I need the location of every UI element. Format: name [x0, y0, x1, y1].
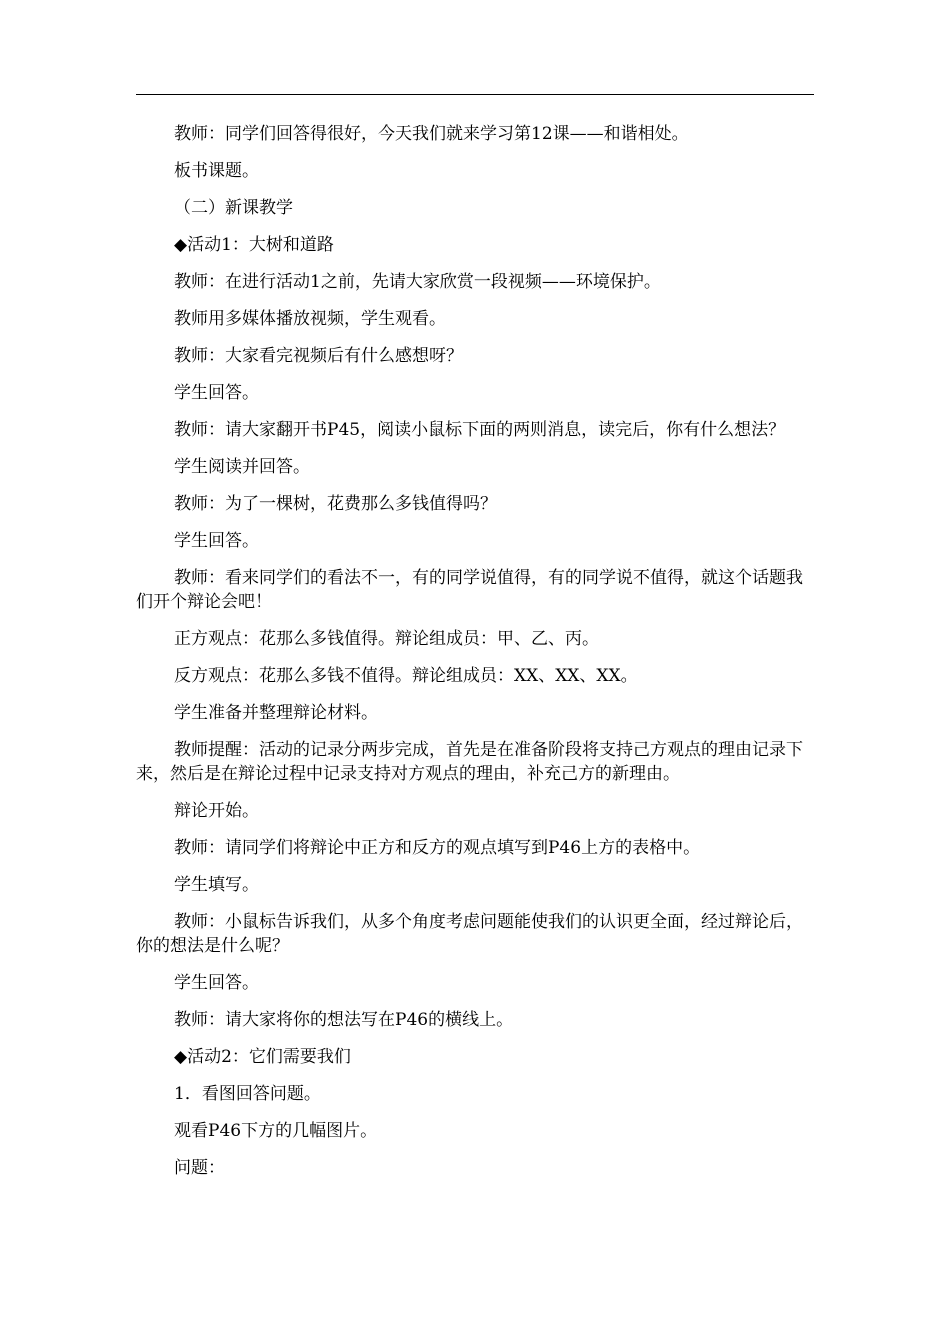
paragraph-5: 教师：在进行活动1之前，先请大家欣赏一段视频——环境保护。: [174, 272, 661, 292]
paragraph-10: 学生阅读并回答。: [174, 457, 310, 477]
paragraph-14: 正方观点：花那么多钱值得。辩论组成员：甲、乙、丙。: [174, 629, 599, 649]
paragraph-7: 教师：大家看完视频后有什么感想呀？: [174, 346, 463, 366]
activity-1-heading: ◆活动1：大树和道路: [174, 235, 334, 255]
paragraph-26: 观看P46下方的几幅图片。: [174, 1121, 378, 1141]
paragraph-17: 教师提醒：活动的记录分两步完成，首先是在准备阶段将支持己方观点的理由记录下来，然后是在辩论过程中记录支持对方观点的理由，补充己方的新理由。: [136, 740, 803, 784]
paragraph-16: 学生准备并整理辩论材料。: [174, 703, 378, 723]
paragraph-19: 教师：请同学们将辩论中正方和反方的观点填写到P46上方的表格中。: [174, 838, 701, 858]
paragraph-25: 1．看图回答问题。: [174, 1084, 321, 1104]
paragraph-13: 教师：看来同学们的看法不一，有的同学说值得，有的同学说不值得，就这个话题我们开个辩论会吧！: [136, 568, 803, 612]
paragraph-9: 教师：请大家翻开书P45，阅读小鼠标下面的两则消息，读完后，你有什么想法？: [174, 420, 786, 440]
paragraph-22: 学生回答。: [174, 973, 259, 993]
section-heading-new-lesson: （二）新课教学: [174, 198, 293, 218]
paragraph-18: 辩论开始。: [174, 801, 259, 821]
paragraph-15: 反方观点：花那么多钱不值得。辩论组成员：XX、XX、XX。: [174, 666, 638, 686]
paragraph-6: 教师用多媒体播放视频，学生观看。: [174, 309, 446, 329]
header-rule: [136, 94, 814, 95]
paragraph-2: 板书课题。: [174, 161, 259, 181]
paragraph-23: 教师：请大家将你的想法写在P46的横线上。: [174, 1010, 514, 1030]
paragraph-12: 学生回答。: [174, 531, 259, 551]
paragraph-20: 学生填写。: [174, 875, 259, 895]
paragraph-1: 教师：同学们回答得很好，今天我们就来学习第12课——和谐相处。: [174, 124, 689, 144]
paragraph-8: 学生回答。: [174, 383, 259, 403]
paragraph-11: 教师：为了一棵树，花费那么多钱值得吗？: [174, 494, 497, 514]
paragraph-27: 问题：: [174, 1158, 225, 1178]
activity-2-heading: ◆活动2：它们需要我们: [174, 1047, 351, 1067]
document-body: [136, 122, 826, 1193]
paragraph-21: 教师：小鼠标告诉我们，从多个角度考虑问题能使我们的认识更全面，经过辩论后，你的想法是什么呢？: [136, 912, 803, 956]
